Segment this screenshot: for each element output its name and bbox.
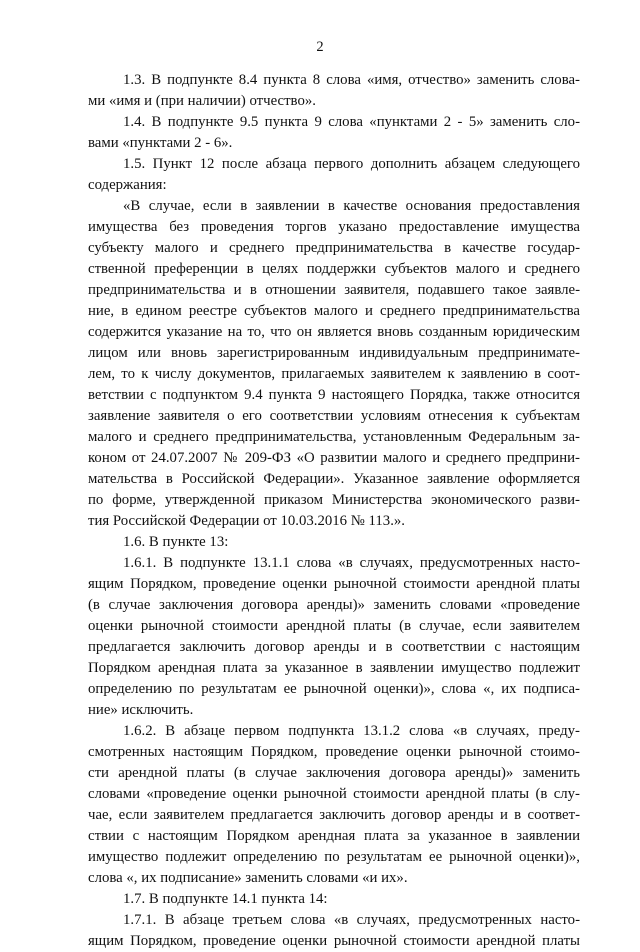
text-line: оценки рыночной стоимости арендной платы (в случае, если заявителем	[88, 618, 580, 634]
text-line: содержится указание на то, что он является вновь созданным юридическим	[88, 324, 580, 340]
text-line: ми «имя и (при наличии) отчество».	[88, 93, 316, 109]
text-line: малого и среднего предпринимательства, установленным Федеральным за-	[88, 429, 580, 445]
text-line: 1.7. В подпункте 14.1 пункта 14:	[123, 891, 328, 907]
text-line: ние, в едином реестре субъектов малого и среднего предпринимательства	[88, 303, 580, 319]
text-line: Порядком арендная плата за указанное в заявлении имущество подлежит	[88, 660, 580, 676]
text-line: 1.4. В подпункте 9.5 пункта 9 слова «пунктами 2 - 5» заменить сло-	[123, 114, 580, 130]
text-line: 1.6. В пункте 13:	[123, 534, 229, 550]
text-line: ящим Порядком, проведение оценки рыночной стоимости арендной платы	[88, 576, 580, 592]
text-line: имущество подлежит определению по результатам ее рыночной оценки)»,	[88, 849, 580, 865]
text-line: ствии с настоящим Порядком арендная плата за указанное в заявлении	[88, 828, 580, 844]
text-line: слова «, их подписание» заменить словами «и их».	[88, 870, 408, 886]
text-line: смотренных настоящим Порядком, проведение оценки рыночной стоимо-	[88, 744, 580, 760]
text-line: 1.5. Пункт 12 после абзаца первого дополнить абзацем следующего	[123, 156, 580, 172]
text-line: коном от 24.07.2007 № 209-ФЗ «О развитии малого и среднего предприни-	[88, 450, 580, 466]
text-line: тия Российской Федерации от 10.03.2016 № 113.».	[88, 513, 406, 529]
text-line: субъекту малого и среднего предпринимательства в качестве государ-	[88, 240, 580, 256]
text-line: лицом или вновь зарегистрированным индивидуальным предпринимате-	[88, 345, 580, 361]
text-line: 1.6.2. В абзаце первом подпункта 13.1.2 слова «в случаях, преду-	[123, 723, 580, 739]
text-line: заявление заявителя о его соответствии условиям отнесения к субъектам	[88, 408, 580, 424]
document-body	[88, 70, 580, 952]
text-line: предлагается заключить договор аренды и в соответствии с настоящим	[88, 639, 580, 655]
text-line: 1.6.1. В подпункте 13.1.1 слова «в случаях, предусмотренных насто-	[123, 555, 580, 571]
text-line: (в случае заключения договора аренды)» заменить словами «проведение	[88, 597, 580, 613]
text-line: лем, то к числу документов, прилагаемых заявителем к заявлению в соот-	[88, 366, 580, 382]
text-line: сти арендной платы (в случае заключения договора аренды)» заменить	[88, 765, 580, 781]
text-line: мательства в Российской Федерации». Указанное заявление оформляется	[88, 471, 580, 487]
text-line: 1.7.1. В абзаце третьем слова «в случаях, предусмотренных насто-	[123, 912, 580, 928]
text-line: предпринимательства и в отношении заявителя, подавшего такое заявле-	[88, 282, 580, 298]
text-line: ние» исключить.	[88, 702, 194, 718]
text-line: «В случае, если в заявлении в качестве основания предоставления	[123, 198, 580, 214]
text-line: по форме, утвержденной приказом Министерства экономического разви-	[88, 492, 580, 508]
text-line: ящим Порядком, проведение оценки рыночной стоимости арендной платы	[88, 933, 580, 949]
text-line: чае, если заявителем предлагается заключить договор аренды и в соответ-	[88, 807, 580, 823]
text-line: содержания:	[88, 177, 167, 193]
text-line: определению по результатам ее рыночной оценки)», слова «, их подписа-	[88, 681, 580, 697]
text-line: вами «пунктами 2 - 6».	[88, 135, 233, 151]
text-line: имущества без проведения торгов указано предоставление имущества	[88, 219, 580, 235]
text-line: ветствии с подпунктом 9.4 пункта 9 настоящего Порядка, также относится	[88, 387, 580, 403]
text-line: словами «проведение оценки рыночной стоимости арендной платы (в слу-	[88, 786, 580, 802]
text-line: ственной преференции в целях поддержки субъектов малого и среднего	[88, 261, 580, 277]
text-line: 1.3. В подпункте 8.4 пункта 8 слова «имя, отчество» заменить слова-	[123, 72, 580, 88]
page-number: 2	[316, 39, 324, 55]
